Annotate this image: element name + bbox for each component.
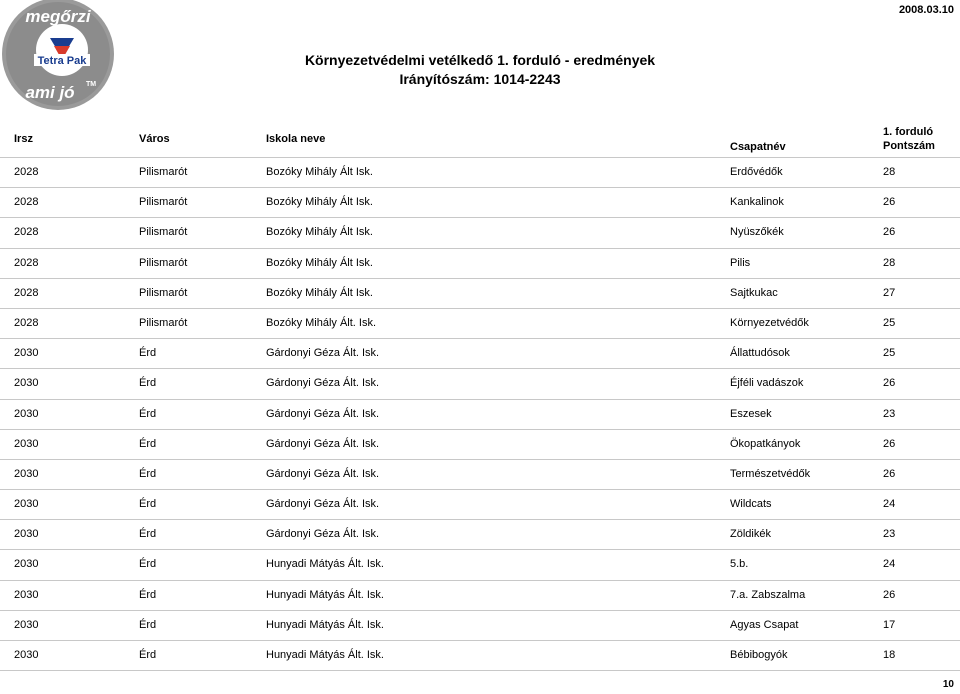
page-subtitle: Irányítószám: 1014-2243	[399, 71, 561, 87]
cell-csapat: Bébibogyók	[730, 649, 788, 661]
cell-iskola: Hunyadi Mátyás Ált. Isk.	[266, 588, 384, 601]
cell-csapat: Zöldikék	[730, 528, 771, 541]
cell-varos: Érd	[139, 347, 157, 360]
cell-varos: Érd	[139, 618, 157, 631]
cell-csapat: 5.b.	[730, 558, 749, 571]
cell-pont: 27	[883, 286, 896, 299]
table-row	[0, 640, 960, 671]
logo-top-text: megőrzi	[25, 7, 91, 26]
cell-irsz: 2030	[14, 558, 39, 571]
cell-varos: Érd	[139, 498, 157, 511]
cell-iskola: Hunyadi Mátyás Ált. Isk.	[266, 558, 384, 571]
results-table	[0, 157, 960, 671]
cell-pont: 24	[883, 558, 896, 571]
cell-varos: Érd	[139, 377, 157, 390]
page-title: Környezetvédelmi vetélkedő 1. forduló - eredmények	[304, 52, 656, 68]
cell-pont: 18	[883, 649, 896, 661]
table-row	[0, 459, 960, 489]
cell-csapat: Erdővédők	[730, 166, 783, 178]
cell-csapat: Éjféli vadászok	[730, 377, 804, 390]
cell-csapat: Környezetvédők	[730, 316, 809, 329]
cell-irsz: 2030	[14, 618, 39, 631]
column-header-varos: Város	[139, 133, 170, 145]
table-row	[0, 429, 960, 459]
cell-iskola: Bozóky Mihály Ált Isk.	[266, 166, 373, 178]
cell-csapat: Természetvédők	[730, 467, 811, 480]
cell-csapat: 7.a. Zabszalma	[730, 588, 806, 601]
table-row	[0, 610, 960, 640]
cell-irsz: 2030	[14, 347, 39, 360]
cell-pont: 28	[883, 166, 896, 178]
cell-pont: 25	[883, 347, 896, 360]
table-row	[0, 489, 960, 519]
cell-pont: 25	[883, 316, 896, 329]
cell-pont: 26	[883, 588, 896, 601]
cell-varos: Érd	[139, 588, 157, 601]
cell-varos: Érd	[139, 407, 157, 420]
cell-varos: Érd	[139, 437, 157, 450]
cell-csapat: Sajtkukac	[730, 286, 778, 299]
logo-bottom-text: ami jó	[25, 83, 75, 102]
logo-brand-text: Tetra Pak	[37, 55, 87, 67]
cell-irsz: 2028	[14, 166, 39, 178]
cell-varos: Érd	[139, 649, 157, 661]
cell-iskola: Bozóky Mihály Ált. Isk.	[266, 316, 377, 329]
cell-csapat: Eszesek	[730, 407, 772, 420]
cell-pont: 17	[883, 618, 896, 631]
table-row	[0, 338, 960, 368]
cell-iskola: Gárdonyi Géza Ált. Isk.	[266, 528, 380, 541]
column-header-irsz: Irsz	[14, 133, 33, 145]
cell-iskola: Bozóky Mihály Ált Isk.	[266, 256, 373, 269]
cell-csapat: Ökopatkányok	[730, 437, 801, 450]
table-row	[0, 157, 960, 187]
cell-pont: 26	[883, 467, 896, 480]
table-row	[0, 308, 960, 338]
table-row	[0, 399, 960, 429]
cell-iskola: Bozóky Mihály Ált Isk.	[266, 286, 373, 299]
cell-iskola: Bozóky Mihály Ált Isk.	[266, 196, 373, 209]
cell-csapat: Állattudósok	[730, 347, 790, 360]
cell-irsz: 2030	[14, 377, 39, 390]
cell-varos: Pilismarót	[139, 166, 188, 178]
cell-csapat: Kankalinok	[730, 196, 784, 209]
cell-irsz: 2028	[14, 316, 39, 329]
cell-iskola: Bozóky Mihály Ált Isk.	[266, 226, 373, 239]
cell-irsz: 2028	[14, 226, 39, 239]
cell-irsz: 2030	[14, 498, 39, 511]
cell-varos: Pilismarót	[139, 256, 188, 269]
cell-varos: Érd	[139, 467, 157, 480]
cell-irsz: 2030	[14, 588, 39, 601]
cell-iskola: Gárdonyi Géza Ált. Isk.	[266, 407, 380, 420]
cell-iskola: Gárdonyi Géza Ált. Isk.	[266, 467, 380, 480]
cell-pont: 26	[883, 226, 896, 239]
logo-tm: TM	[86, 81, 97, 88]
page-number: 10	[942, 679, 954, 690]
cell-pont: 26	[883, 377, 896, 390]
cell-varos: Pilismarót	[139, 196, 188, 209]
cell-irsz: 2030	[14, 437, 39, 450]
cell-pont: 23	[883, 528, 896, 541]
cell-varos: Pilismarót	[139, 316, 188, 329]
cell-pont: 24	[883, 498, 896, 511]
cell-varos: Pilismarót	[139, 226, 188, 239]
cell-csapat: Agyas Csapat	[730, 618, 799, 631]
table-row	[0, 549, 960, 579]
cell-pont: 26	[883, 196, 896, 209]
cell-iskola: Gárdonyi Géza Ált. Isk.	[266, 377, 380, 390]
table-row	[0, 368, 960, 398]
cell-iskola: Hunyadi Mátyás Ált. Isk.	[266, 649, 384, 661]
cell-irsz: 2028	[14, 196, 39, 209]
table-row	[0, 278, 960, 308]
cell-pont: 23	[883, 407, 896, 420]
cell-irsz: 2030	[14, 407, 39, 420]
cell-varos: Érd	[139, 528, 157, 541]
cell-iskola: Gárdonyi Géza Ált. Isk.	[266, 347, 380, 360]
column-header-iskola: Iskola neve	[266, 133, 326, 145]
column-header-pont-line2: Pontszám	[883, 140, 935, 152]
cell-iskola: Gárdonyi Géza Ált. Isk.	[266, 498, 380, 511]
table-row	[0, 519, 960, 549]
cell-pont: 28	[883, 256, 896, 269]
column-header-pont-line1: 1. forduló	[883, 126, 934, 138]
cell-irsz: 2028	[14, 256, 39, 269]
cell-csapat: Wildcats	[730, 498, 772, 511]
cell-irsz: 2030	[14, 528, 39, 541]
cell-irsz: 2030	[14, 467, 39, 480]
cell-csapat: Nyüszőkék	[730, 226, 784, 239]
cell-iskola: Hunyadi Mátyás Ált. Isk.	[266, 618, 384, 631]
table-row	[0, 580, 960, 610]
cell-irsz: 2028	[14, 286, 39, 299]
cell-varos: Pilismarót	[139, 286, 188, 299]
cell-varos: Érd	[139, 558, 157, 571]
report-date: 2008.03.10	[898, 4, 954, 16]
table-row	[0, 217, 960, 247]
cell-iskola: Gárdonyi Géza Ált. Isk.	[266, 437, 380, 450]
table-row	[0, 248, 960, 278]
cell-irsz: 2030	[14, 649, 39, 661]
column-header-csapat: Csapatnév	[730, 141, 786, 153]
cell-csapat: Pilis	[730, 256, 751, 269]
cell-pont: 26	[883, 437, 896, 450]
table-row	[0, 187, 960, 217]
